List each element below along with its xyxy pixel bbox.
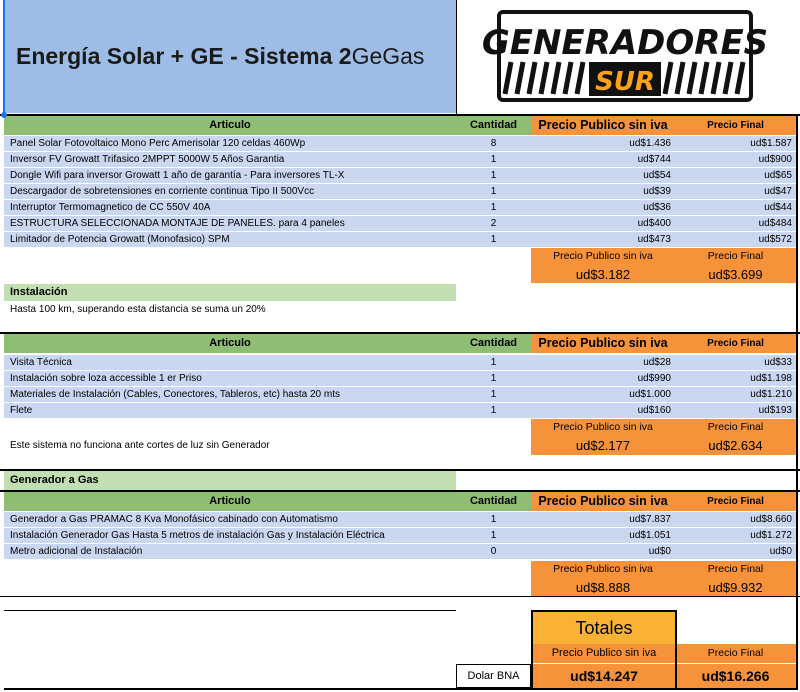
row-item[interactable]: Generador a Gas PRAMAC 8 Kva Monofásico cabinado con Automatismo — [4, 512, 456, 527]
totales-label-final: Precio Final — [675, 644, 796, 663]
row-item[interactable]: ESTRUCTURA SELECCIONADA MONTAJE DE PANELES. para 4 paneles — [4, 216, 456, 231]
divider — [0, 332, 800, 334]
row-item[interactable]: Inversor FV Growatt Trifasico 2MPPT 5000W 5 Años Garantia — [4, 152, 456, 167]
row-final[interactable]: ud$44 — [675, 200, 796, 215]
warning-note: Este sistema no funciona ante cortes de luz sin Generador — [10, 440, 270, 451]
divider — [0, 596, 800, 597]
row-price[interactable]: ud$0 — [531, 544, 675, 559]
row-item[interactable]: Flete — [4, 403, 456, 418]
col-header-articulo: Articulo — [4, 334, 456, 353]
totales-label-publico: Precio Publico sin iva — [533, 644, 675, 663]
subtotal-final[interactable]: ud$9.932 — [675, 578, 796, 596]
row-qty[interactable]: 1 — [456, 200, 531, 215]
row-qty[interactable]: 1 — [456, 184, 531, 199]
row-final[interactable]: ud$33 — [675, 355, 796, 370]
row-price[interactable]: ud$1.000 — [531, 387, 675, 402]
subtotal-label-final: Precio Final — [675, 419, 796, 436]
row-item[interactable]: Instalación Generador Gas Hasta 5 metros de instalación Gas y Instalación Eléctrica — [4, 528, 456, 543]
col-header-precio-publico: Precio Publico sin iva — [531, 116, 675, 135]
row-qty[interactable]: 1 — [456, 387, 531, 402]
col-header-precio-final: Precio Final — [675, 116, 796, 135]
row-price[interactable]: ud$990 — [531, 371, 675, 386]
row-price[interactable]: ud$39 — [531, 184, 675, 199]
row-final[interactable]: ud$484 — [675, 216, 796, 231]
row-final[interactable]: ud$65 — [675, 168, 796, 183]
divider — [0, 469, 800, 471]
row-final[interactable]: ud$1.210 — [675, 387, 796, 402]
row-item[interactable]: Visita Técnica — [4, 355, 456, 370]
row-final[interactable]: ud$8.660 — [675, 512, 796, 527]
row-item[interactable]: Materiales de Instalación (Cables, Conectores, Tableros, etc) hasta 20 mts — [4, 387, 456, 402]
instalacion-note: Hasta 100 km, superando esta distancia se suma un 20% — [10, 303, 266, 315]
row-item[interactable]: Interruptor Termomagnetico de CC 550V 40A — [4, 200, 456, 215]
selection-handle[interactable] — [1, 112, 7, 118]
row-final[interactable]: ud$1.587 — [675, 136, 796, 151]
row-price[interactable]: ud$473 — [531, 232, 675, 247]
row-price[interactable]: ud$744 — [531, 152, 675, 167]
subtotal-publico[interactable]: ud$8.888 — [531, 578, 675, 596]
row-qty[interactable]: 1 — [456, 232, 531, 247]
row-qty[interactable]: 1 — [456, 152, 531, 167]
divider — [456, 0, 457, 114]
subtotal-label-publico: Precio Publico sin iva — [531, 419, 675, 436]
total-publico[interactable]: ud$14.247 — [533, 664, 675, 688]
subtotal-publico[interactable]: ud$3.182 — [531, 265, 675, 283]
subtotal-label-publico: Precio Publico sin iva — [531, 561, 675, 578]
row-item[interactable]: Dongle Wifi para inversor Growatt 1 año de garantía - Para inversores TL-X — [4, 168, 456, 183]
title-cell[interactable] — [4, 0, 456, 113]
generadores-sur-logo — [481, 10, 769, 102]
subtotal-label-final: Precio Final — [675, 561, 796, 578]
section-title-instalacion: Instalación — [4, 284, 456, 301]
col-header-articulo: Articulo — [4, 492, 456, 511]
row-final[interactable]: ud$47 — [675, 184, 796, 199]
row-price[interactable]: ud$28 — [531, 355, 675, 370]
row-final[interactable]: ud$0 — [675, 544, 796, 559]
row-qty[interactable]: 1 — [456, 355, 531, 370]
row-final[interactable]: ud$572 — [675, 232, 796, 247]
col-header-precio-publico: Precio Publico sin iva — [531, 492, 675, 511]
col-header-cantidad: Cantidad — [456, 334, 531, 353]
selection-border — [3, 0, 5, 115]
divider — [531, 610, 677, 612]
row-price[interactable]: ud$1.436 — [531, 136, 675, 151]
subtotal-label-publico: Precio Publico sin iva — [531, 248, 675, 265]
row-price[interactable]: ud$400 — [531, 216, 675, 231]
dolar-bna-label: Dolar BNA — [456, 664, 531, 688]
row-item[interactable]: Limitador de Potencia Growatt (Monofasico) SPM — [4, 232, 456, 247]
row-price[interactable]: ud$54 — [531, 168, 675, 183]
total-final[interactable]: ud$16.266 — [675, 664, 796, 688]
empty-cell[interactable] — [4, 248, 456, 265]
row-price[interactable]: ud$160 — [531, 403, 675, 418]
row-qty[interactable]: 0 — [456, 544, 531, 559]
row-qty[interactable]: 1 — [456, 528, 531, 543]
row-price[interactable]: ud$36 — [531, 200, 675, 215]
divider — [0, 114, 800, 116]
row-qty[interactable]: 8 — [456, 136, 531, 151]
row-price[interactable]: ud$1.051 — [531, 528, 675, 543]
row-qty[interactable]: 1 — [456, 403, 531, 418]
col-header-cantidad: Cantidad — [456, 492, 531, 511]
row-item[interactable]: Descargador de sobretensiones en corriente continua Tipo II 500Vcc — [4, 184, 456, 199]
divider — [796, 116, 798, 690]
divider — [531, 610, 533, 690]
col-header-precio-final: Precio Final — [675, 492, 796, 511]
divider — [4, 688, 798, 690]
row-final[interactable]: ud$1.272 — [675, 528, 796, 543]
subtotal-final[interactable]: ud$3.699 — [675, 265, 796, 283]
row-qty[interactable]: 2 — [456, 216, 531, 231]
row-price[interactable]: ud$7.837 — [531, 512, 675, 527]
row-final[interactable]: ud$900 — [675, 152, 796, 167]
divider — [0, 490, 800, 492]
row-qty[interactable]: 1 — [456, 371, 531, 386]
section-title-generador: Generador a Gas — [4, 471, 456, 490]
svg-text:SUR: SUR — [595, 67, 655, 97]
row-final[interactable]: ud$193 — [675, 403, 796, 418]
col-header-precio-final: Precio Final — [675, 334, 796, 353]
row-final[interactable]: ud$1.198 — [675, 371, 796, 386]
row-qty[interactable]: 1 — [456, 168, 531, 183]
col-header-cantidad: Cantidad — [456, 116, 531, 135]
row-item[interactable]: Instalación sobre loza accessible 1 er Priso — [4, 371, 456, 386]
empty-cell[interactable] — [4, 561, 456, 595]
col-header-articulo: Articulo — [4, 116, 456, 135]
divider — [4, 610, 456, 611]
row-item[interactable]: Panel Solar Fotovoltaico Mono Perc Amerisolar 120 celdas 460Wp — [4, 136, 456, 151]
divider — [675, 610, 677, 690]
col-header-precio-publico: Precio Publico sin iva — [531, 334, 675, 353]
subtotal-publico[interactable]: ud$2.177 — [531, 436, 675, 455]
svg-text:GENERADORES: GENERADORES — [481, 23, 769, 63]
totales-title: Totales — [533, 612, 675, 644]
subtotal-label-final: Precio Final — [675, 248, 796, 265]
subtotal-final[interactable]: ud$2.634 — [675, 436, 796, 455]
row-item[interactable]: Metro adicional de Instalación — [4, 544, 456, 559]
page-title: Energía Solar + GE - Sistema 2GeGas — [16, 43, 425, 69]
row-qty[interactable]: 1 — [456, 512, 531, 527]
